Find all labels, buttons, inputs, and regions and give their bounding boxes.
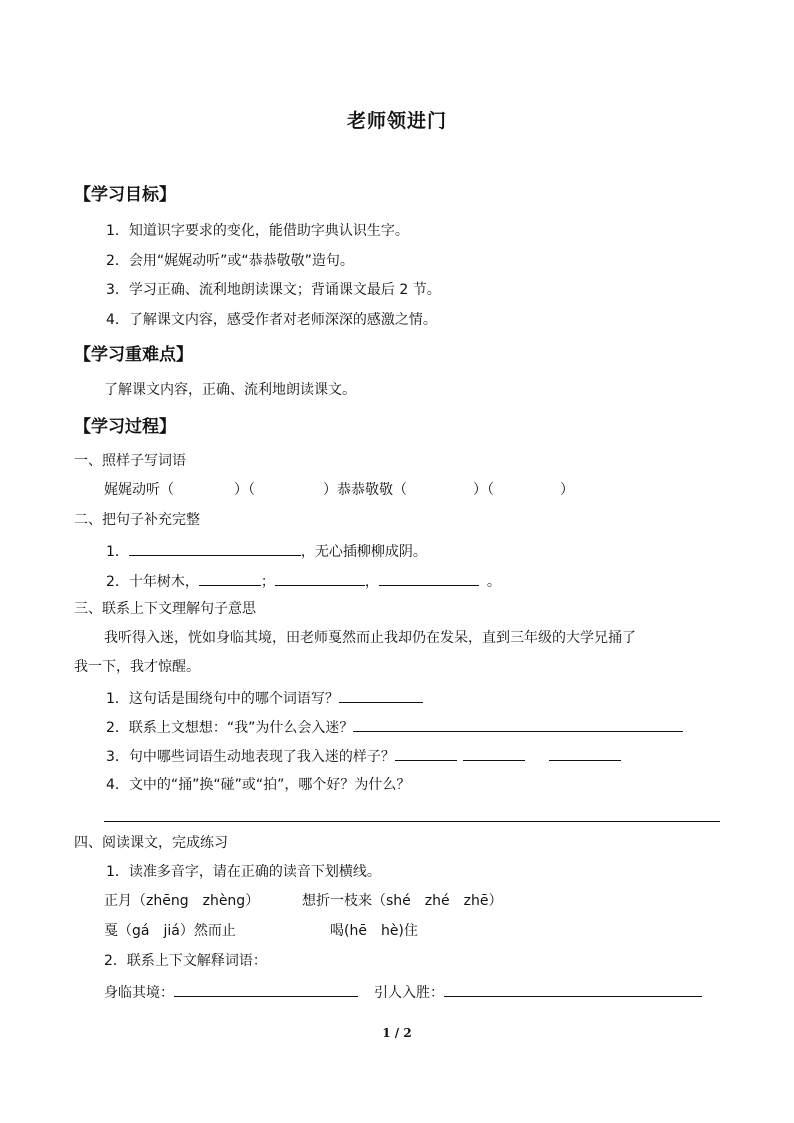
part1-heading: 一、照样子写词语 (74, 453, 186, 469)
page-title: 老师领进门 (346, 110, 447, 132)
part2-heading: 二、把句子补充完整 (74, 512, 200, 528)
part1-word2: ）恭恭敬敬（ (323, 482, 407, 498)
goal-item: 1．知道识字要求的变化，能借助字典认识生字。 (106, 223, 409, 239)
word-label: 身临其境： (104, 985, 174, 1001)
pinyin-option-group[interactable]: 正月（zhēng zhèng） (104, 893, 260, 909)
part2-sentence2 (106, 571, 501, 591)
pinyin-option-group[interactable]: 戛（gá jiá）然而止 (104, 923, 236, 939)
punctuation: 。 (486, 574, 501, 590)
answer-blank[interactable] (199, 571, 261, 586)
pinyin-option-group[interactable]: 喝(hē hè)住 (330, 923, 418, 939)
part2-sentence1 (106, 541, 427, 561)
part1-paren: ）（ (473, 482, 494, 498)
punctuation: ， (364, 574, 379, 590)
answer-blank[interactable] (174, 982, 358, 997)
part4-question-2: 2．联系上下文解释词语： (104, 953, 267, 969)
answer-blank[interactable] (275, 571, 365, 586)
part3-question-2 (106, 717, 683, 737)
part3-question-4: 4．文中的“捅”换“碰”或“拍”，哪个好？为什么？ (106, 777, 411, 793)
answer-blank[interactable] (379, 571, 479, 586)
sentence-text: 2．十年树木， (106, 574, 199, 590)
focus-text: 了解课文内容，正确、流利地朗读课文。 (104, 382, 356, 398)
part1-paren: ）（ (234, 482, 255, 498)
answer-blank[interactable] (129, 541, 301, 556)
part1-row (104, 481, 574, 499)
question-text: 2．联系上文想想：“我”为什么会入迷？ (106, 720, 354, 736)
part3-passage-line: 我一下，我才惊醒。 (74, 659, 200, 675)
goal-item: 3．学习正确、流利地朗读课文；背诵课文最后 2 节。 (106, 282, 441, 298)
answer-line[interactable] (104, 821, 720, 822)
part3-question-1 (106, 688, 423, 708)
question-text: 3．句中哪些词语生动地表现了我入迷的样子？ (106, 749, 395, 765)
item-number: 1． (106, 544, 129, 560)
sentence-text: ，无心插柳柳成阴。 (300, 544, 427, 560)
section-focus-heading: 【学习重难点】 (74, 345, 193, 365)
part3-question-3 (106, 746, 621, 766)
answer-blank[interactable] (339, 688, 423, 703)
answer-blank[interactable] (353, 717, 683, 732)
answer-blank[interactable] (549, 746, 621, 761)
part4-heading: 四、阅读课文，完成练习 (74, 835, 228, 851)
word-explain-row (104, 982, 702, 1002)
punctuation: ； (260, 574, 275, 590)
page-number: 1 / 2 (382, 1026, 412, 1040)
section-process-heading: 【学习过程】 (74, 417, 176, 437)
goal-item: 4．了解课文内容，感受作者对老师深深的感激之情。 (106, 312, 437, 328)
section-goals-heading: 【学习目标】 (74, 185, 176, 205)
answer-blank[interactable] (463, 746, 525, 761)
part3-passage-line: 我听得入迷，恍如身临其境，田老师戛然而止我却仍在发呆，直到三年级的大学兄捅了 (104, 630, 636, 646)
pinyin-option-group[interactable]: 想折一枝来（shé zhé zhē） (302, 893, 503, 909)
answer-blank[interactable] (395, 746, 457, 761)
word-label: 引人入胜： (374, 985, 444, 1001)
question-text: 1．这句话是围绕句中的哪个词语写？ (106, 691, 339, 707)
part1-word1: 娓娓动听（ (104, 482, 174, 498)
answer-blank[interactable] (444, 982, 702, 997)
part1-paren-close: ） (560, 482, 574, 498)
part4-question-1: 1．读准多音字，请在正确的读音下划横线。 (106, 864, 381, 880)
goal-item: 2．会用“娓娓动听”或“恭恭敬敬”造句。 (106, 253, 354, 269)
part3-heading: 三、联系上下文理解句子意思 (74, 601, 256, 617)
